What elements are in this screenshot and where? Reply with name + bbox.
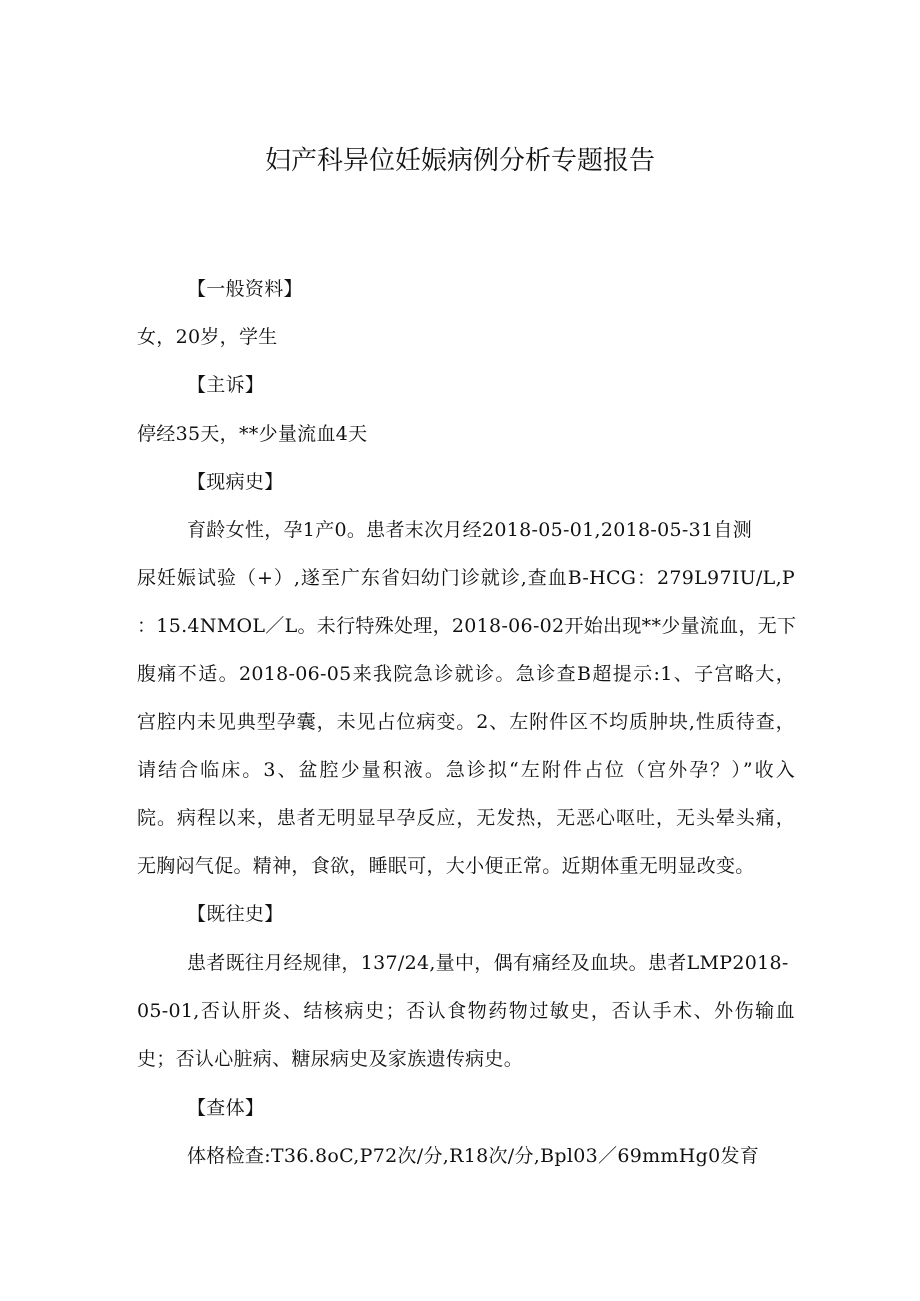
past-history-line: 05-01,否认肝炎、结核病史；否认食物药物过敏史，否认手术、外伤输血 [137,1000,795,1022]
present-history-line: ：15.4NMOL／L。未行特殊处理，2018-06-02开始出现**少量流血，无下 [137,615,797,637]
present-history-line: 宫腔内未见典型孕囊，未见占位病变。2、左附件区不均质肿块,性质待查， [137,711,795,733]
section-heading-general: 【一般资料】 [187,278,303,300]
present-history-line: 尿妊娠试验（+）,遂至广东省妇幼门诊就诊,查血B-HCG：279L97IU/L,P [137,567,795,589]
past-history-line: 史；否认心脏病、糖尿病史及家族遗传病史。 [137,1048,524,1070]
section-heading-exam: 【查体】 [187,1097,265,1119]
section-heading-past-history: 【既往史】 [187,903,284,925]
exam-line: 体格检查:T36.8oC,P72次/分,R18次/分,Bpl03／69mmHg0发育 [187,1145,760,1167]
section-heading-complaint: 【主诉】 [187,374,265,396]
page-title: 妇产科异位妊娠病例分析专题报告 [264,146,655,176]
past-history-line: 患者既往月经规律，137/24,量中，偶有痛经及血块。患者LMP2018- [187,952,789,974]
section-heading-present-history: 【现病史】 [187,471,284,493]
present-history-line: 请结合临床。3、盆腔少量积液。急诊拟“左附件占位（宫外孕？）”收入 [137,759,795,781]
present-history-line: 育龄女性，孕1产0。患者末次月经2018-05-01,2018-05-31自测 [187,519,753,541]
complaint-line: 停经35天，**少量流血4天 [137,423,368,445]
present-history-line: 无胸闷气促。精神，食欲，睡眠可，大小便正常。近期体重无明显改变。 [137,855,755,877]
general-info-line: 女，20岁，学生 [137,326,278,348]
present-history-line: 腹痛不适。2018-06-05来我院急诊就诊。急诊查B超提示:1、子宫略大， [137,663,795,685]
present-history-line: 院。病程以来，患者无明显早孕反应，无发热，无恶心呕吐，无头晕头痛， [137,807,795,829]
